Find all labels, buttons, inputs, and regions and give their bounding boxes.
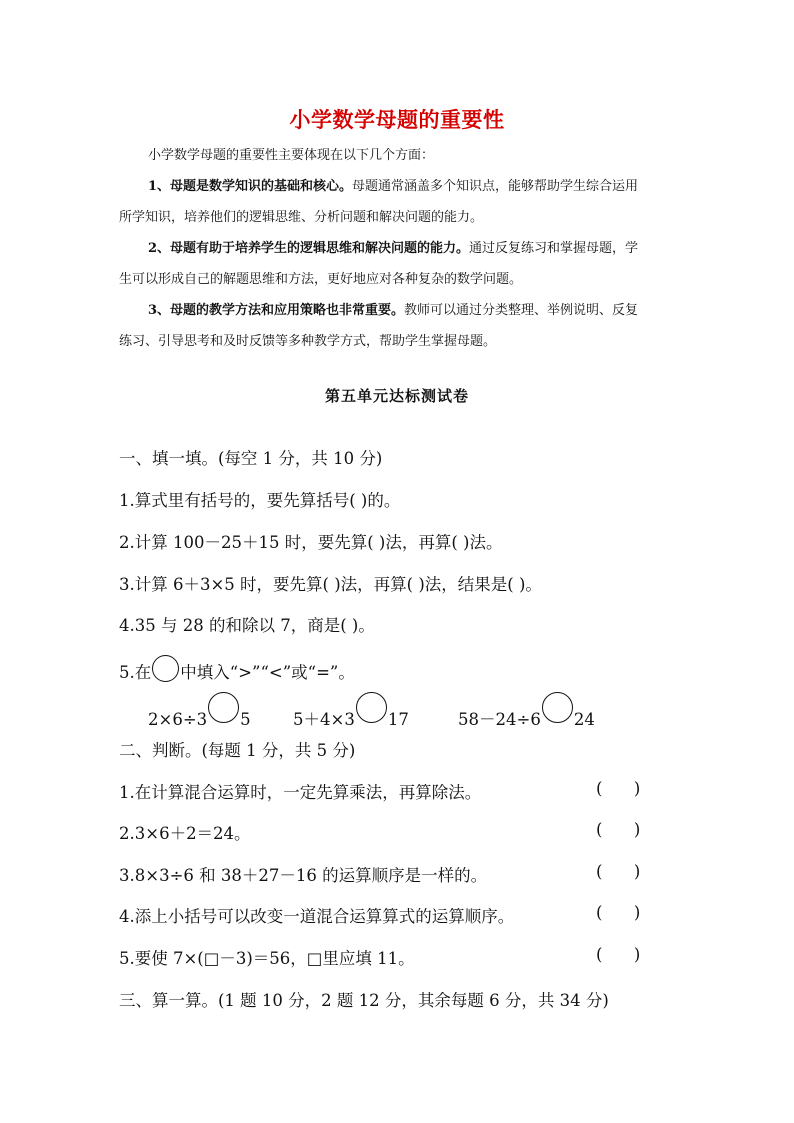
fill-question-1: 1.算式里有括号的，要先算括号( )的。 — [119, 491, 401, 510]
compare-2-left: 5＋4×3 — [293, 710, 355, 729]
circle-icon — [152, 655, 179, 682]
intro-point-2-line-1 — [148, 233, 638, 264]
fill-question-5-suffix: 中填入“>”“<”或“=”。 — [180, 663, 355, 682]
judge-question-1: 1.在计算混合运算时，一定先算乘法，再算除法。 — [119, 783, 482, 802]
intro-point-1-heading: 1、母题是数学知识的基础和核心。 — [148, 179, 353, 194]
section-2-heading: 二、判断。(每题 1 分，共 5 分) — [119, 741, 356, 760]
compare-circle-1[interactable] — [208, 692, 239, 723]
intro-point-1-text: 母题通常涵盖多个知识点，能够帮助学生综合运用 — [352, 179, 639, 194]
compare-circle-2[interactable] — [356, 692, 387, 723]
judge-question-3: 3.8×3÷6 和 38＋27－16 的运算顺序是一样的。 — [119, 866, 488, 885]
judge-answer-2[interactable]: ( ) — [596, 820, 641, 839]
compare-3-right: 24 — [573, 710, 595, 729]
intro-point-1-line-1 — [148, 171, 638, 202]
intro-point-3-text: 教师可以通过分类整理、举例说明、反复 — [404, 303, 639, 318]
intro-point-2-line-2: 生可以形成自己的解题思维和方法，更好地应对各种复杂的数学问题。 — [119, 272, 523, 287]
intro-point-1-line-2: 所学知识，培养他们的逻辑思维、分析问题和解决问题的能力。 — [119, 210, 484, 225]
intro-point-3-line-2: 练习、引导思考和及时反馈等多种教学方式，帮助学生掌握母题。 — [119, 334, 497, 349]
intro-point-3-heading: 3、母题的教学方法和应用策略也非常重要。 — [148, 303, 405, 318]
compare-item-1 — [148, 692, 251, 729]
fill-question-5-prefix: 5.在 — [119, 663, 152, 682]
page-title: 小学数学母题的重要性 — [289, 108, 505, 132]
unit-test-title: 第五单元达标测试卷 — [324, 387, 469, 405]
section-3-heading: 三、算一算。(1 题 10 分，2 题 12 分，其余每题 6 分，共 34 分) — [119, 991, 609, 1010]
fill-question-2: 2.计算 100－25＋15 时，要先算( )法，再算( )法。 — [119, 533, 503, 552]
judge-answer-3[interactable]: ( ) — [596, 862, 641, 881]
judge-answer-4[interactable]: ( ) — [596, 903, 641, 922]
fill-question-4: 4.35 与 28 的和除以 7，商是( )。 — [119, 616, 375, 635]
intro-point-2-heading: 2、母题有助于培养学生的逻辑思维和解决问题的能力。 — [148, 241, 470, 256]
compare-item-2 — [293, 692, 409, 730]
intro-point-3-line-1 — [148, 295, 638, 326]
judge-question-2: 2.3×6＋2＝24。 — [119, 824, 251, 843]
fill-question-3: 3.计算 6＋3×5 时，要先算( )法，再算( )法，结果是( )。 — [119, 575, 542, 594]
compare-circle-3[interactable] — [542, 692, 573, 723]
intro-point-2-text: 通过反复练习和掌握母题，学 — [469, 241, 639, 256]
judge-question-4: 4.添上小括号可以改变一道混合运算算式的运算顺序。 — [119, 907, 515, 926]
compare-1-left: 2×6÷3 — [148, 710, 208, 729]
compare-1-right: 5 — [240, 710, 251, 729]
compare-2-right: 17 — [387, 710, 409, 729]
fill-question-5 — [119, 655, 355, 683]
judge-answer-1[interactable]: ( ) — [596, 779, 641, 798]
compare-3-left: 58－24÷6 — [458, 710, 541, 729]
compare-item-3 — [458, 692, 595, 730]
section-1-heading: 一、填一填。(每空 1 分，共 10 分) — [119, 449, 383, 468]
intro-lead: 小学数学母题的重要性主要体现在以下几个方面： — [148, 148, 435, 163]
judge-question-5: 5.要使 7×(□－3)＝56，□里应填 11。 — [119, 949, 415, 968]
judge-answer-5[interactable]: ( ) — [596, 945, 641, 964]
